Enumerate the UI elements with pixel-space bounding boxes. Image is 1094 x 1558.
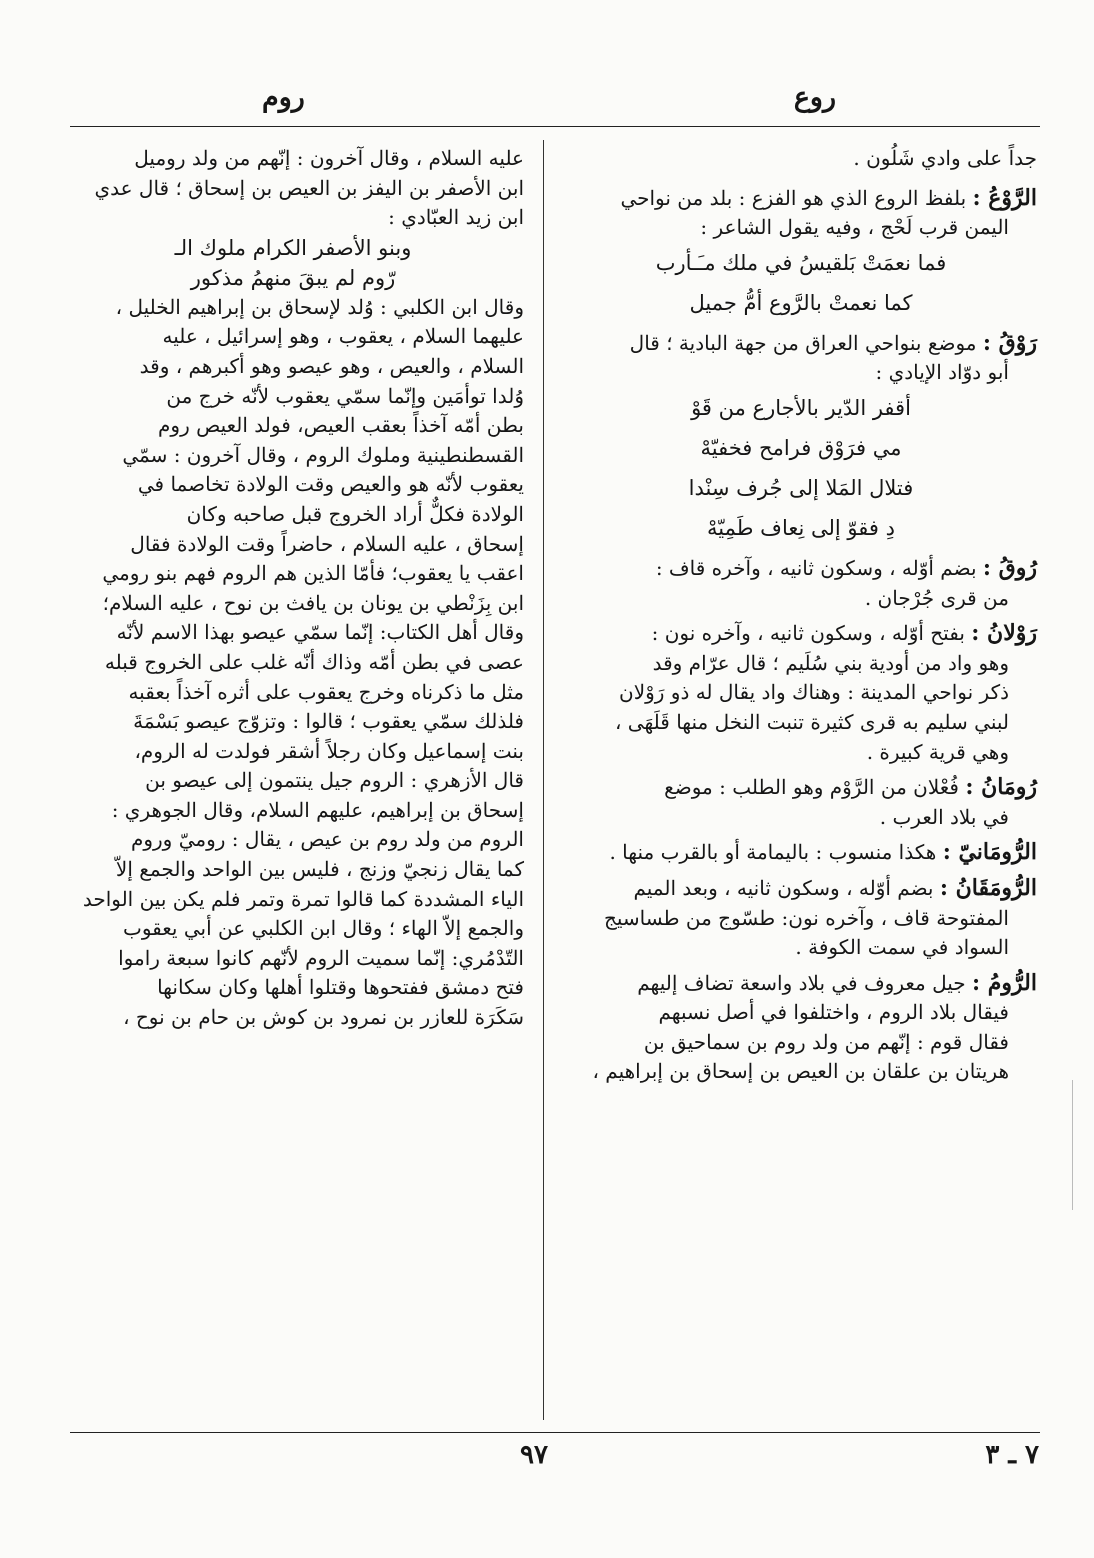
entry-rawu	[565, 184, 1037, 323]
body-line: ابن الأصفر بن اليفز بن العيص بن إسحاق ؛ قال عدي	[94, 175, 524, 200]
body-line: والجمع إلاّ الهاء ؛ وقال ابن الكلبي عن أبي يعقوب	[123, 916, 524, 941]
body-line: الروم من ولد روم بن عيص ، يقال : روميّ وروم	[130, 827, 524, 852]
entry-rumaqan	[565, 874, 1037, 963]
entry-text: أبو دوّاد الإيادي :	[875, 360, 1009, 385]
page-number: ٩٧	[520, 1440, 548, 1470]
body-line: وقال أهل الكتاب: إنّما سمّي عيصو بهذا الاسم لأنّه	[116, 620, 524, 645]
entry-text: بضم أوّله ، وسكون ثانيه ، وآخره قاف :	[655, 555, 977, 580]
body-line: اعقب يا يعقوب؛ فأمّا الذين هم الروم فهم بنو رومي	[102, 561, 524, 586]
entry-rawq	[565, 329, 1037, 548]
verse-line: دِ فقوّ إلى نِعاف طَمِيّهْ	[707, 515, 895, 540]
body-line: وقال ابن الكلبي : وُلد لإسحاق بن إبراهيم الخليل ،	[115, 294, 524, 319]
body-line: إسحاق بن إبراهيم، عليهم السلام، وقال الجوهري :	[111, 797, 524, 822]
body-line: التّدْمُري: إنّما سميت الروم لأنّهم كانوا سبعة راموا	[118, 945, 524, 970]
entry-rumani	[565, 838, 1037, 868]
entry-text: بفتح أوّله ، وسكون ثانيه ، وآخره نون :	[651, 621, 965, 646]
body-line: فتح دمشق ففتحوها وقتلوا أهلها وكان سكانها	[157, 975, 524, 1000]
header-rule	[70, 126, 1040, 127]
entry-text: في بلاد العرب .	[879, 804, 1009, 829]
entry-text: فقال قوم : إنّهم من ولد روم بن سماحيق بن	[643, 1029, 1009, 1054]
continuation-line: جداً على وادي شَلُون .	[853, 146, 1037, 170]
verse-line: كما نعمتْ بالرَّوع أمُّ جميل	[689, 290, 913, 315]
entry-rawlan	[565, 619, 1037, 767]
entry-headword: الرُّومَقَانُ :	[939, 874, 1037, 901]
entry-text: وهي قرية كبيرة .	[866, 739, 1009, 764]
entry-text: المفتوحة قاف ، وآخره نون: طسّوج من طساسيج	[603, 905, 1009, 930]
entry-text: السواد في سمت الكوفة .	[795, 935, 1009, 960]
left-column	[62, 144, 524, 1033]
margin-mark	[1072, 1080, 1073, 1210]
body-line: عليه السلام ، وقال آخرون : إنّهم من ولد روميل	[134, 146, 524, 170]
verse-line: رّوم لم يبقَ منهمُ مذكور	[190, 265, 396, 290]
entry-headword: الرُّومُ :	[972, 969, 1037, 996]
entry-text: ذكر نواحي المدينة : وهناك واد يقال له ذو رَوْلان	[619, 680, 1009, 705]
entry-text: بلفظ الروع الذي هو الفزع : بلد من نواحي	[620, 185, 967, 210]
entry-text: بضم أوّله ، وسكون ثانيه ، وبعد الميم	[633, 875, 934, 900]
entry-headword: رَوْلانُ :	[971, 620, 1037, 647]
body-line: إسحاق ، عليه السلام ، حاضراً وقت الولادة فقال	[130, 531, 524, 556]
entry-text: لبني سليم به قرى كثيرة تنبت النخل منها قَلَهَى ،	[614, 709, 1009, 734]
verse-line: مي فرَوْق فرامح فخفيّهْ	[700, 435, 902, 460]
entry-headword: رَوْقُ :	[982, 329, 1037, 356]
body-line: قال الأزهري : الروم جيل ينتمون إلى عيصو بن	[145, 768, 524, 793]
body-line: مثل ما ذكرناه وخرج يعقوب على أثره آخذاً بعقبه	[128, 679, 524, 704]
entry-headword: رُومَانُ :	[965, 774, 1037, 801]
entry-text: فيقال بلاد الروم ، واختلفوا في أصل نسبهم	[658, 1000, 1009, 1025]
body-line: الولادة فكلٌّ أراد الخروج قبل صاحبه وكان	[186, 501, 524, 526]
entry-ruman	[565, 773, 1037, 832]
entry-headword: الرُّومَانيّ :	[942, 839, 1037, 866]
verse-line: فتلال المَلا إلى جُرف سِنْدا	[688, 475, 914, 500]
verse-line: أقفر الدّير بالأجارع من قَوْ	[691, 395, 911, 420]
left-body	[62, 293, 524, 1033]
body-line: سَكَرَة للعازر بن نمرود بن كوش بن حام بن نوح ،	[123, 1005, 524, 1030]
entry-text: من قرى جُرْجان .	[864, 585, 1009, 610]
entry-headword: رُوقُ :	[982, 554, 1037, 581]
entry-text: وهو واد من أودية بني سُلَيم ؛ قال عرّام وقد	[652, 650, 1009, 675]
body-line: ابن زيد العبّادي :	[388, 205, 524, 230]
column-divider	[543, 140, 544, 1420]
signature-mark: ٧ ـ ٣	[985, 1440, 1039, 1470]
body-line: عصى في بطن أمّه وذاك أنّه غلب على الخروج قبله	[104, 649, 524, 674]
body-line: ابن بِزَنْطي بن يونان بن يافث بن نوح ، عليه السلام؛	[102, 590, 524, 615]
body-line: فلذلك سمّي يعقوب ؛ قالوا : وتزوّج عيصو بَسْمَةَ	[133, 709, 524, 734]
running-head-left: روم	[262, 82, 305, 113]
entry-text: جيل معروف في بلاد واسعة تضاف إليهم	[637, 970, 966, 995]
entry-text: موضع بنواحي العراق من جهة البادية ؛ قال	[629, 330, 977, 355]
entry-ruq	[565, 554, 1037, 613]
body-line: بنت إسماعيل وكان رجلاً أشقر فولدت له الروم،	[134, 738, 524, 763]
body-line: وُلدا توأمَين وإنّما سمّي يعقوب لأنّه خرج من	[166, 383, 524, 408]
right-column	[565, 144, 1037, 1093]
body-line: عليهما السلام ، يعقوب ، وهو إسرائيل ، عليه	[162, 324, 524, 349]
entry-text: فُعْلان من الرَّوْم وهو الطلب : موضع	[664, 775, 959, 800]
body-line: بطن أمّه آخذاً بعقب العيص، فولد العيص روم	[158, 413, 524, 438]
running-head-right: روع	[793, 82, 836, 113]
body-line: يعقوب لأنّه هو والعيص وقت الولادة تخاصما في	[137, 472, 524, 497]
entry-text: هكذا منسوب : باليمامة أو بالقرب منها .	[609, 840, 937, 865]
body-line: كما يقال زنجيّ وزنج ، فليس بين الواحد والجمع إلاّ	[115, 857, 524, 882]
entry-text: هريتان بن علقان بن العيص بن إسحاق بن إبراهيم ،	[592, 1059, 1009, 1084]
entry-text: اليمن قرب لَحْج ، وفيه يقول الشاعر :	[700, 215, 1009, 240]
footer-rule	[70, 1432, 1040, 1433]
verse-line: فما نعمَتْ بَلقيسُ في ملك مـَـأرب	[655, 250, 947, 275]
body-line: الياء المشددة كما قالوا تمرة وتمر فلم يكن بين الواحد	[82, 886, 524, 911]
verse-line: وبنو الأصفر الكرام ملوك الـ	[174, 235, 412, 260]
body-line: القسطنطينية وملوك الروم ، وقال آخرون : سمّي	[122, 442, 524, 467]
entry-rum	[565, 969, 1037, 1087]
body-line: السلام ، والعيص ، وهو عيصو وهو أكبرهم ، وقد	[139, 353, 524, 378]
entry-headword: الرَّوْعُ :	[972, 184, 1037, 211]
